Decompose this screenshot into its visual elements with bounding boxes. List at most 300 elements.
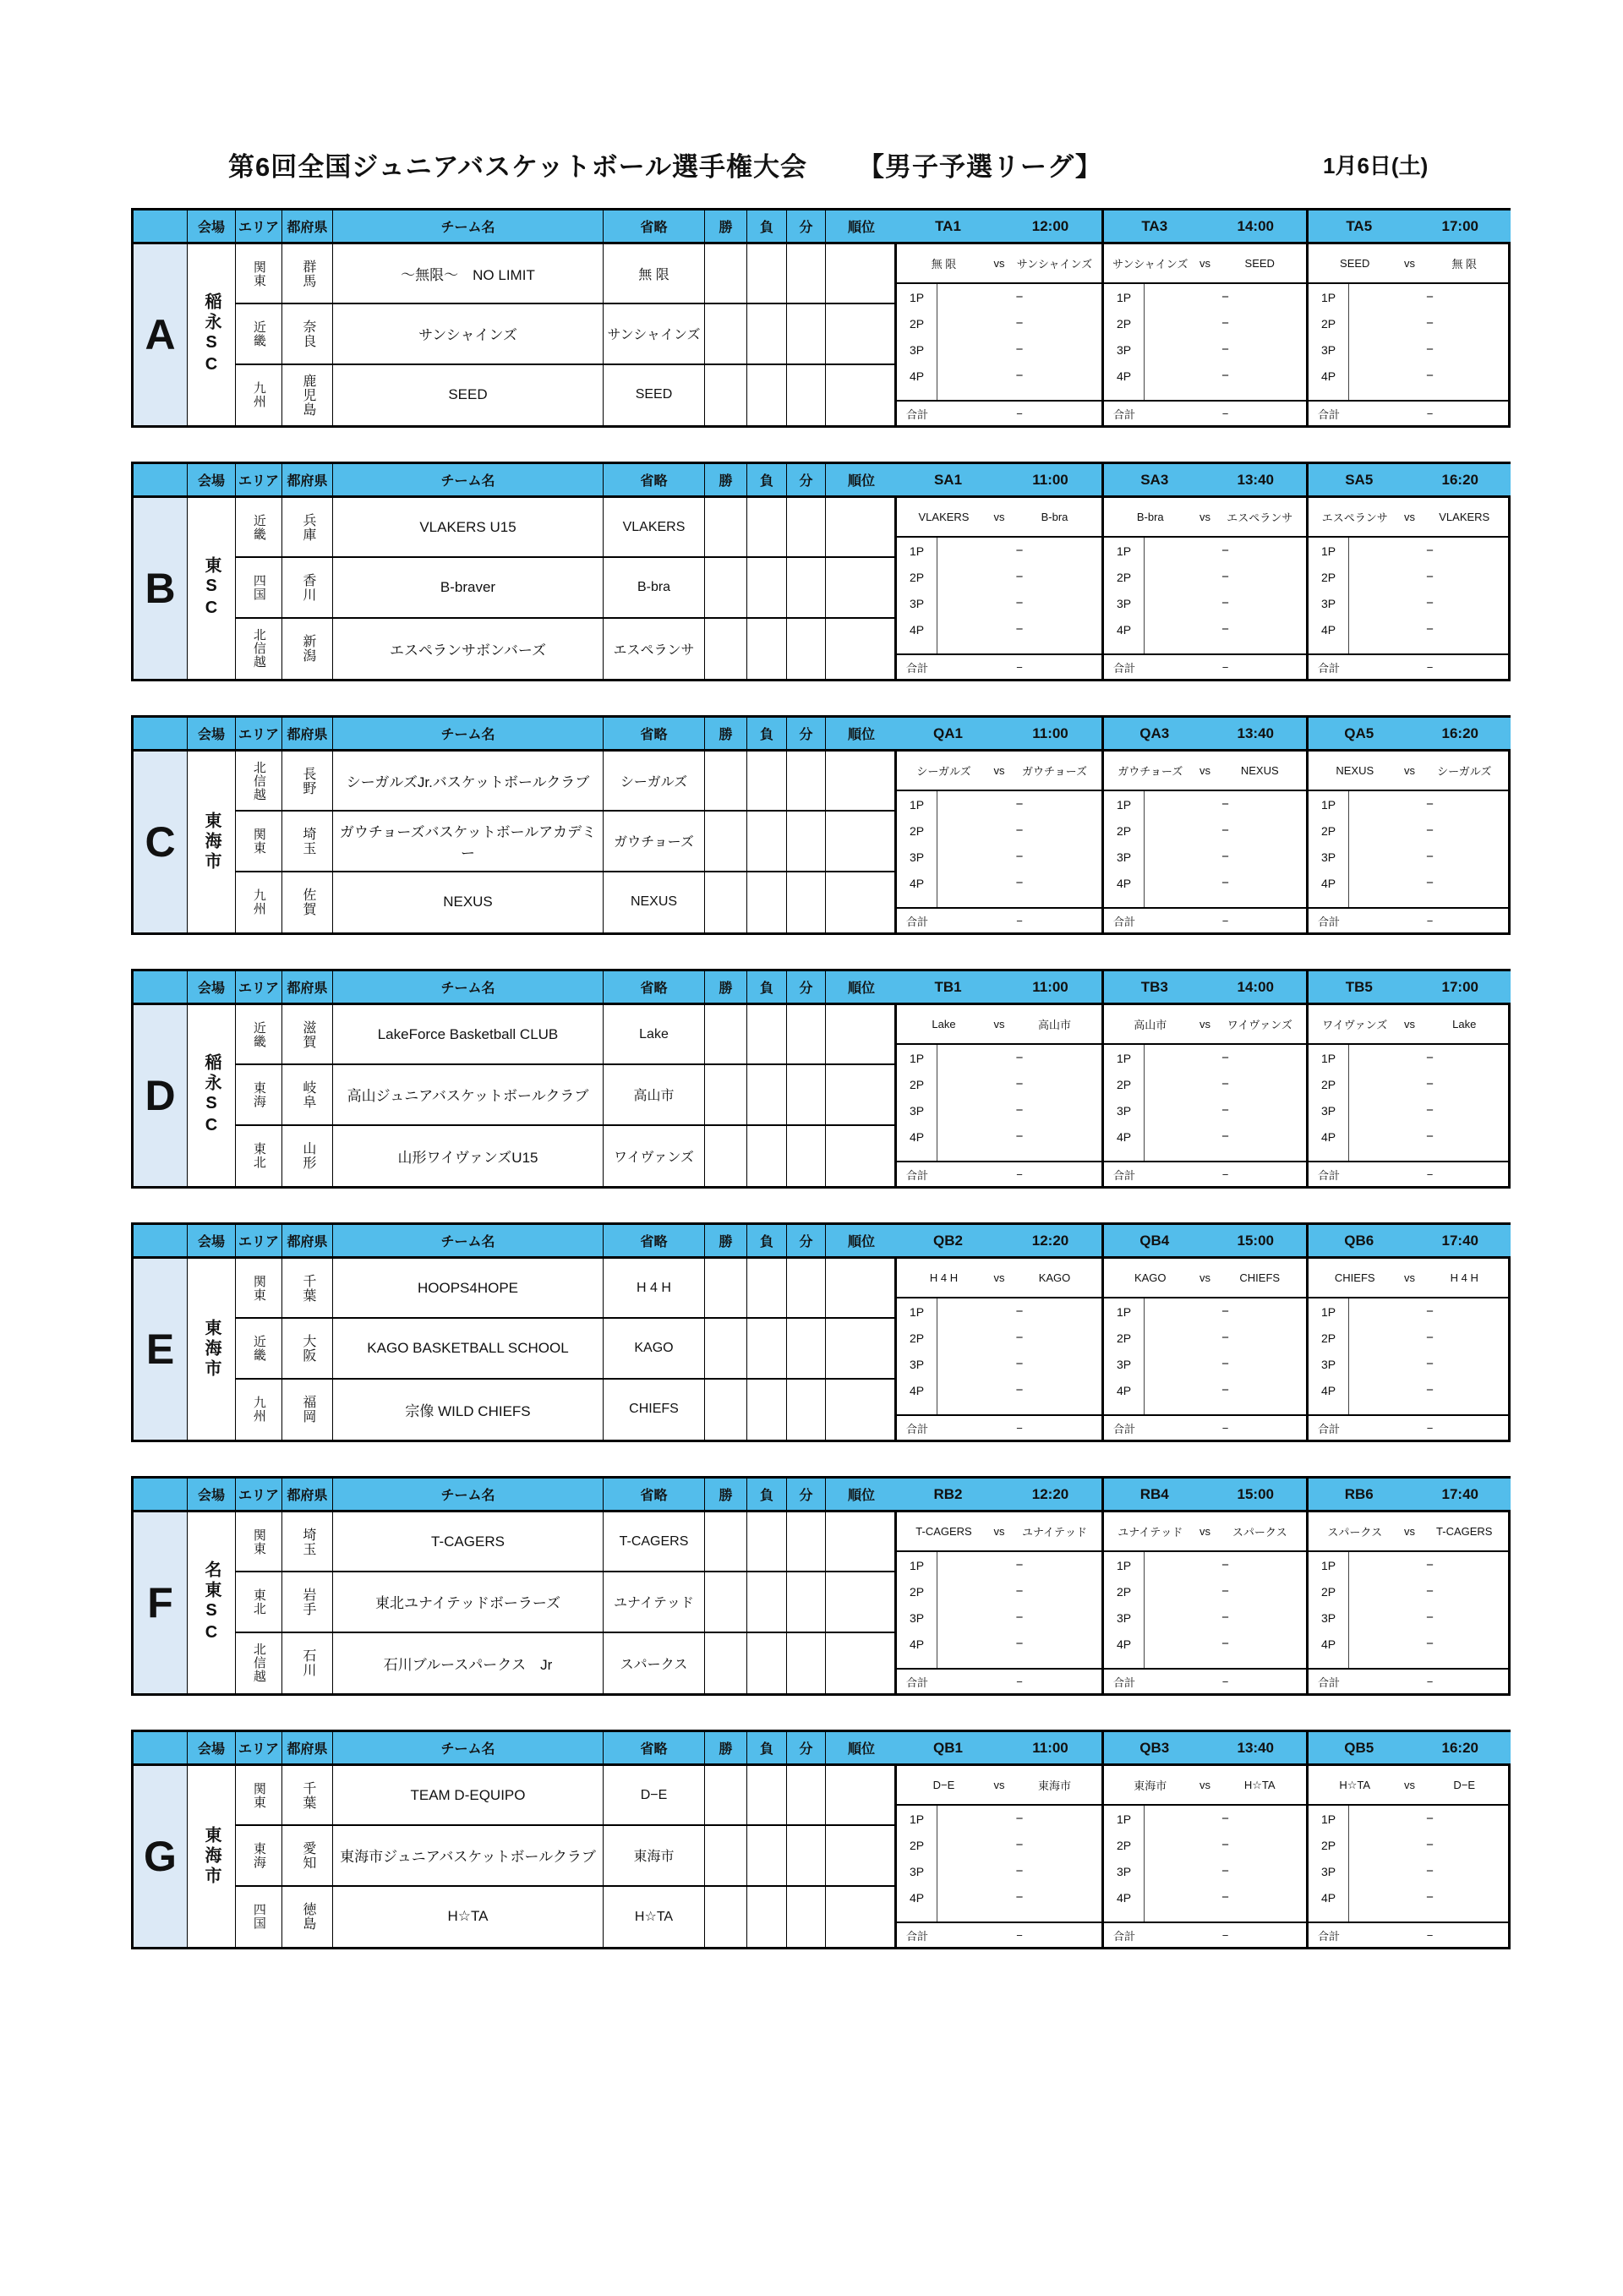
vs-label: vs	[993, 1018, 1005, 1030]
col-header-draws: 分	[787, 718, 826, 752]
pref-cell: 香川	[282, 558, 333, 618]
match-block	[1306, 1479, 1511, 1693]
away-team: シーガルズ	[1437, 765, 1492, 778]
period-score: −	[1426, 850, 1434, 864]
match-header	[1104, 971, 1306, 1005]
match-time: 17:40	[1441, 1485, 1478, 1502]
period-score: −	[1426, 1304, 1434, 1319]
area-cell: 東北	[236, 1572, 282, 1632]
total-label: 合計	[1112, 915, 1135, 928]
pref-cell: 石川	[282, 1633, 333, 1693]
team-abbr: スパークス	[604, 1633, 705, 1693]
match-header	[897, 1479, 1101, 1512]
rank-cell	[826, 558, 897, 618]
area-cell: 近畿	[236, 1319, 282, 1379]
draws-cell	[787, 1887, 826, 1947]
pref-cell: 鹿児島	[282, 365, 333, 425]
period-score: −	[1015, 342, 1024, 357]
group-letter: D	[134, 1005, 188, 1186]
team-name: T-CAGERS	[333, 1512, 604, 1572]
period-label: 3P	[897, 1097, 937, 1123]
period-score: −	[1015, 1812, 1024, 1826]
matchup-row	[1309, 498, 1511, 538]
matchup-row	[897, 1766, 1101, 1806]
vs-label: vs	[1199, 1271, 1210, 1284]
wins-cell	[705, 1259, 747, 1319]
match-block	[897, 971, 1101, 1186]
team-abbr: NEXUS	[604, 872, 705, 932]
vs-label: vs	[993, 257, 1005, 270]
col-header-abbr: 省略	[604, 464, 705, 498]
match-block	[1101, 1732, 1306, 1947]
period-score: −	[1015, 290, 1024, 304]
rank-cell	[826, 304, 897, 364]
match-code: RB6	[1344, 1485, 1374, 1502]
venue-label: 東海市	[188, 1259, 236, 1440]
period-score: −	[1015, 1558, 1024, 1572]
period-score: −	[1426, 369, 1434, 383]
match-time: 13:40	[1237, 1739, 1274, 1756]
filler-cell	[1309, 642, 1349, 653]
period-scores	[897, 1552, 1101, 1668]
draws-cell	[787, 619, 826, 679]
teams-table	[134, 464, 897, 679]
rank-cell	[826, 1766, 897, 1826]
vs-label: vs	[1199, 511, 1210, 523]
total-score: −	[1426, 1167, 1434, 1181]
team-abbr: KAGO	[604, 1319, 705, 1379]
col-header-abbr: 省略	[604, 718, 705, 752]
period-score: −	[1221, 316, 1229, 331]
matchup-row	[897, 752, 1101, 791]
match-block	[1101, 1225, 1306, 1440]
col-header-team: チーム名	[333, 1225, 604, 1259]
period-label: 3P	[1104, 1351, 1145, 1377]
col-header-area: エリア	[236, 210, 282, 244]
total-row	[1309, 1161, 1511, 1186]
period-label: 1P	[1309, 791, 1349, 817]
col-header-venue: 会場	[188, 1732, 236, 1766]
draws-cell	[787, 812, 826, 872]
col-header-team: チーム名	[333, 718, 604, 752]
match-block	[897, 1225, 1101, 1440]
period-label: 3P	[1309, 590, 1349, 616]
period-label: 2P	[1104, 1325, 1145, 1351]
rank-cell	[826, 1826, 897, 1886]
away-team: B-bra	[1041, 511, 1068, 523]
total-score: −	[1016, 914, 1023, 927]
total-row	[897, 907, 1101, 932]
total-label: 合計	[905, 915, 928, 928]
period-label: 1P	[897, 538, 937, 564]
match-blocks	[897, 718, 1511, 932]
match-header	[1309, 1225, 1511, 1259]
away-team: 東海市	[1037, 1779, 1071, 1792]
period-score: −	[1426, 1610, 1434, 1625]
total-score: −	[1016, 407, 1023, 420]
col-header-losses: 負	[747, 1479, 787, 1512]
period-scores	[897, 1806, 1101, 1922]
rank-cell	[826, 1005, 897, 1065]
period-label: 3P	[1309, 844, 1349, 870]
match-time: 11:00	[1032, 471, 1068, 488]
rank-cell	[826, 498, 897, 558]
filler-cell	[937, 1403, 1101, 1414]
away-team: エスペランサ	[1227, 511, 1293, 524]
period-label: 3P	[1309, 1097, 1349, 1123]
total-score: −	[1221, 914, 1229, 927]
pref-cell: 佐賀	[282, 872, 333, 932]
team-name: 石川ブルースパークス Jr	[333, 1633, 604, 1693]
period-label: 1P	[1104, 1298, 1145, 1325]
period-score: −	[1221, 1331, 1229, 1345]
period-score: −	[1015, 1331, 1024, 1345]
vs-label: vs	[993, 764, 1005, 777]
period-score: −	[1221, 570, 1229, 584]
team-abbr: T-CAGERS	[604, 1512, 705, 1572]
period-label: 2P	[897, 1325, 937, 1351]
match-header	[897, 718, 1101, 752]
period-score: −	[1221, 1838, 1229, 1852]
total-score: −	[1426, 1421, 1434, 1435]
away-team: ワイヴァンズ	[1227, 1019, 1292, 1031]
period-score: −	[1015, 1383, 1024, 1397]
draws-cell	[787, 1766, 826, 1826]
group-table	[131, 208, 1511, 428]
matchup-row	[1309, 1259, 1511, 1298]
group-letter: B	[134, 498, 188, 679]
rank-cell	[826, 812, 897, 872]
period-label: 4P	[1309, 1123, 1349, 1150]
pref-cell: 新潟	[282, 619, 333, 679]
match-code: QA3	[1139, 724, 1170, 741]
match-blocks	[897, 1225, 1511, 1440]
match-time: 17:40	[1441, 1232, 1478, 1249]
col-header-abbr: 省略	[604, 1732, 705, 1766]
home-team: ガウチョーズ	[1118, 765, 1183, 778]
period-score: −	[1221, 1610, 1229, 1625]
col-header-abbr: 省略	[604, 1479, 705, 1512]
rank-cell	[826, 1633, 897, 1693]
away-team: D−E	[1453, 1779, 1476, 1791]
rank-cell	[826, 1259, 897, 1319]
match-time: 12:20	[1031, 1232, 1069, 1249]
col-header-pref: 都府県	[282, 464, 333, 498]
filler-cell	[1309, 1403, 1349, 1414]
period-label: 2P	[897, 817, 937, 844]
wins-cell	[705, 1826, 747, 1886]
match-code: QB5	[1344, 1739, 1374, 1756]
losses-cell	[747, 1126, 787, 1186]
period-label: 1P	[897, 791, 937, 817]
vs-label: vs	[1404, 511, 1415, 523]
col-header-venue: 会場	[188, 971, 236, 1005]
total-label: 合計	[1317, 661, 1340, 675]
col-header-area: エリア	[236, 1479, 282, 1512]
pref-cell: 福岡	[282, 1380, 333, 1440]
period-scores	[897, 538, 1101, 653]
pref-cell: 徳島	[282, 1887, 333, 1947]
col-header-venue: 会場	[188, 718, 236, 752]
period-scores	[897, 1045, 1101, 1161]
team-name: VLAKERS U15	[333, 498, 604, 558]
period-label: 2P	[1309, 1832, 1349, 1858]
col-header-losses: 負	[747, 718, 787, 752]
filler-cell	[1104, 1403, 1145, 1414]
area-cell: 九州	[236, 872, 282, 932]
period-scores	[1104, 1552, 1306, 1668]
col-header-draws: 分	[787, 1225, 826, 1259]
area-cell: 近畿	[236, 498, 282, 558]
period-score: −	[1426, 1051, 1434, 1065]
period-score: −	[1015, 570, 1024, 584]
match-block	[1101, 718, 1306, 932]
match-block	[897, 210, 1101, 425]
vs-label: vs	[1199, 1018, 1210, 1030]
total-label: 合計	[905, 1929, 928, 1943]
col-header-area: エリア	[236, 718, 282, 752]
col-header-rank: 順位	[826, 464, 897, 498]
match-blocks	[897, 464, 1511, 679]
home-team: CHIEFS	[1334, 1271, 1375, 1284]
period-score: −	[1426, 570, 1434, 584]
away-team: H☆TA	[1243, 1778, 1276, 1791]
period-label: 1P	[1309, 1806, 1349, 1832]
vs-label: vs	[1199, 1779, 1210, 1791]
col-header-rank: 順位	[826, 1225, 897, 1259]
period-label: 4P	[897, 1884, 937, 1911]
period-score: −	[1015, 369, 1024, 383]
match-header	[1309, 971, 1511, 1005]
match-block	[1101, 464, 1306, 679]
col-header-wins: 勝	[705, 971, 747, 1005]
col-header-draws: 分	[787, 210, 826, 244]
filler-cell	[897, 389, 937, 400]
period-label: 3P	[1309, 336, 1349, 363]
filler-cell	[1145, 642, 1306, 653]
period-score: −	[1426, 797, 1434, 812]
total-row	[897, 653, 1101, 679]
team-name: H☆TA	[333, 1887, 604, 1947]
corner-cell	[134, 1479, 188, 1512]
match-code: QB1	[933, 1739, 963, 1756]
period-score: −	[1221, 342, 1229, 357]
vs-label: vs	[1199, 764, 1210, 777]
away-team: 無 限	[1451, 258, 1478, 271]
pref-cell: 群馬	[282, 244, 333, 304]
matchup-row	[1104, 1259, 1306, 1298]
period-score: −	[1015, 1637, 1024, 1651]
home-team: サンシャインズ	[1112, 258, 1189, 271]
period-score: −	[1426, 342, 1434, 357]
col-header-losses: 負	[747, 1225, 787, 1259]
match-block	[1306, 971, 1511, 1186]
home-team: B-bra	[1136, 511, 1164, 523]
area-cell: 北信越	[236, 619, 282, 679]
matchup-row	[1309, 1766, 1511, 1806]
losses-cell	[747, 1065, 787, 1125]
match-code: QB2	[933, 1232, 963, 1249]
col-header-team: チーム名	[333, 464, 604, 498]
period-label: 1P	[1104, 1552, 1145, 1578]
total-score: −	[1016, 1167, 1023, 1181]
draws-cell	[787, 1380, 826, 1440]
losses-cell	[747, 1512, 787, 1572]
period-scores	[1309, 1806, 1511, 1922]
period-label: 3P	[1104, 844, 1145, 870]
losses-cell	[747, 1826, 787, 1886]
period-score: −	[1426, 823, 1434, 838]
col-header-wins: 勝	[705, 1732, 747, 1766]
area-cell: 関東	[236, 1512, 282, 1572]
match-block	[1306, 718, 1511, 932]
period-label: 2P	[1104, 310, 1145, 336]
draws-cell	[787, 304, 826, 364]
match-code: TA1	[935, 217, 961, 234]
home-team: NEXUS	[1336, 764, 1374, 777]
pref-cell: 岩手	[282, 1572, 333, 1632]
period-score: −	[1015, 823, 1024, 838]
draws-cell	[787, 752, 826, 812]
filler-cell	[1104, 389, 1145, 400]
period-score: −	[1426, 1864, 1434, 1878]
period-score: −	[1426, 316, 1434, 331]
team-abbr: H 4 H	[604, 1259, 705, 1319]
rank-cell	[826, 365, 897, 425]
rank-cell	[826, 872, 897, 932]
team-abbr: ユナイテッド	[604, 1572, 705, 1632]
wins-cell	[705, 1887, 747, 1947]
group-table	[131, 1730, 1511, 1949]
losses-cell	[747, 1887, 787, 1947]
filler-cell	[1145, 1403, 1306, 1414]
team-name: ～無限～ NO LIMIT	[333, 244, 604, 304]
filler-cell	[1349, 1911, 1511, 1922]
group-table	[131, 1476, 1511, 1696]
home-team: H☆TA	[1339, 1778, 1371, 1791]
period-scores	[1309, 1552, 1511, 1668]
col-header-venue: 会場	[188, 464, 236, 498]
period-score: −	[1221, 1051, 1229, 1065]
rank-cell	[826, 1380, 897, 1440]
period-label: 2P	[897, 1578, 937, 1604]
vs-label: vs	[1404, 257, 1415, 270]
period-score: −	[1015, 1304, 1024, 1319]
period-score: −	[1221, 1383, 1229, 1397]
venue-label: 稲永SC	[188, 244, 236, 425]
vs-label: vs	[1404, 1271, 1415, 1284]
total-label: 合計	[1112, 1929, 1135, 1943]
period-score: −	[1221, 1584, 1229, 1599]
total-row	[1104, 1414, 1306, 1440]
period-scores	[1104, 1298, 1306, 1414]
venue-label: 東海市	[188, 1766, 236, 1947]
period-score: −	[1015, 1103, 1024, 1118]
match-code: SA3	[1140, 471, 1169, 488]
period-scores	[1104, 791, 1306, 907]
away-team: サンシャインズ	[1016, 258, 1093, 271]
area-cell: 関東	[236, 1766, 282, 1826]
match-code: QA5	[1344, 724, 1374, 741]
rank-cell	[826, 619, 897, 679]
period-scores	[1309, 538, 1511, 653]
filler-cell	[1145, 1657, 1306, 1668]
match-block	[1101, 971, 1306, 1186]
col-header-venue: 会場	[188, 210, 236, 244]
col-header-rank: 順位	[826, 718, 897, 752]
match-time: 14:00	[1237, 217, 1274, 234]
match-header	[897, 464, 1101, 498]
col-header-venue: 会場	[188, 1225, 236, 1259]
team-abbr: VLAKERS	[604, 498, 705, 558]
matchup-row	[1104, 244, 1306, 284]
col-header-rank: 順位	[826, 210, 897, 244]
col-header-team: チーム名	[333, 1732, 604, 1766]
home-team: Lake	[932, 1018, 956, 1030]
period-score: −	[1221, 1357, 1229, 1371]
draws-cell	[787, 1259, 826, 1319]
wins-cell	[705, 1065, 747, 1125]
match-header	[897, 1732, 1101, 1766]
period-score: −	[1426, 1357, 1434, 1371]
pref-cell: 愛知	[282, 1826, 333, 1886]
filler-cell	[937, 896, 1101, 907]
period-scores	[1104, 538, 1306, 653]
wins-cell	[705, 1633, 747, 1693]
pref-cell: 兵庫	[282, 498, 333, 558]
area-cell: 九州	[236, 1380, 282, 1440]
period-score: −	[1221, 1890, 1229, 1905]
group-letter: G	[134, 1766, 188, 1947]
wins-cell	[705, 304, 747, 364]
match-block	[897, 1732, 1101, 1947]
match-time: 16:20	[1441, 724, 1478, 741]
losses-cell	[747, 244, 787, 304]
period-label: 1P	[1104, 284, 1145, 310]
period-score: −	[1221, 1812, 1229, 1826]
match-header	[1309, 718, 1511, 752]
period-score: −	[1015, 622, 1024, 637]
matchup-row	[1104, 1512, 1306, 1552]
away-team: H 4 H	[1450, 1271, 1478, 1284]
wins-cell	[705, 1380, 747, 1440]
away-team: 高山市	[1037, 1019, 1071, 1031]
col-header-rank: 順位	[826, 1479, 897, 1512]
date-label: 1月6日(土)	[1323, 153, 1429, 178]
match-code: QB4	[1139, 1232, 1170, 1249]
teams-table	[134, 971, 897, 1186]
match-header	[1104, 718, 1306, 752]
away-team: スパークス	[1232, 1526, 1287, 1539]
team-name: KAGO BASKETBALL SCHOOL	[333, 1319, 604, 1379]
filler-cell	[937, 1657, 1101, 1668]
filler-cell	[1145, 389, 1306, 400]
match-time: 15:00	[1237, 1232, 1274, 1249]
rank-cell	[826, 752, 897, 812]
period-label: 4P	[897, 1123, 937, 1150]
pref-cell: 千葉	[282, 1259, 333, 1319]
col-header-wins: 勝	[705, 464, 747, 498]
team-name: エスペランサボンバーズ	[333, 619, 604, 679]
match-blocks	[897, 971, 1511, 1186]
group-letter: E	[134, 1259, 188, 1440]
col-header-pref: 都府県	[282, 1479, 333, 1512]
total-label: 合計	[1317, 1422, 1340, 1435]
total-row	[897, 1414, 1101, 1440]
col-header-draws: 分	[787, 971, 826, 1005]
match-header	[1309, 1732, 1511, 1766]
match-time: 11:00	[1032, 1739, 1068, 1756]
